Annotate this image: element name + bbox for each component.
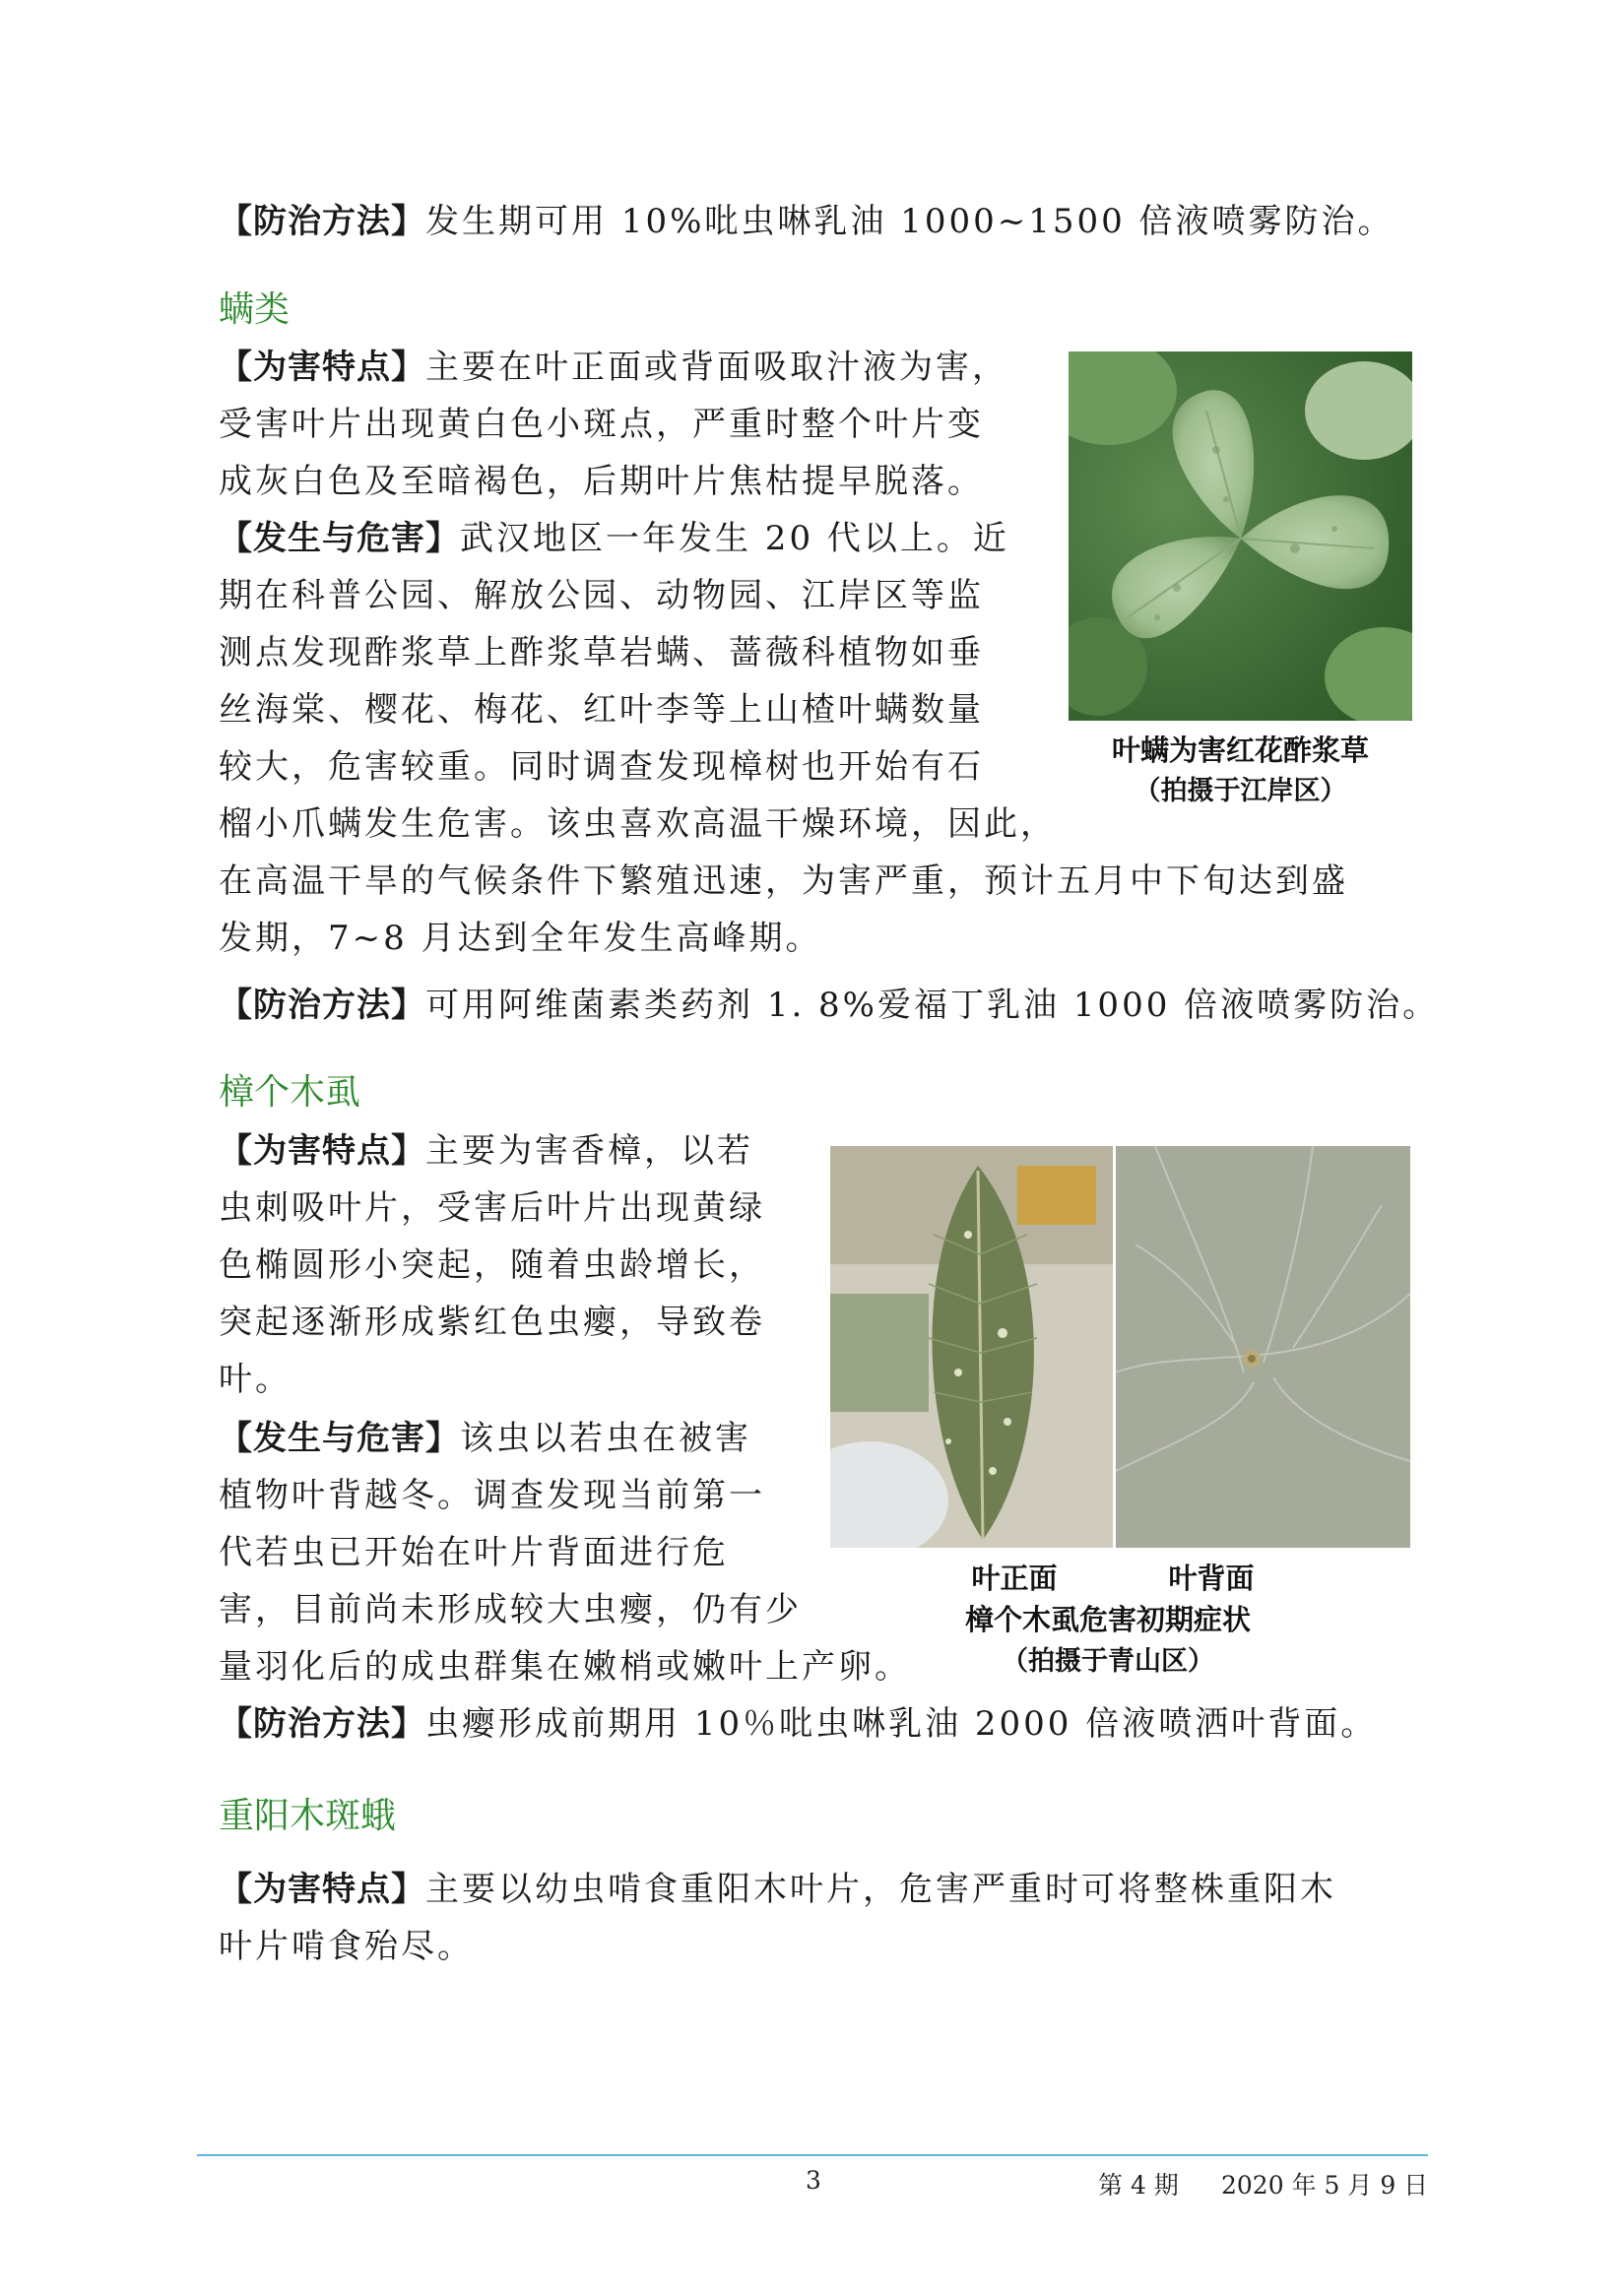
psyllid-caption-title: 樟个木虱危害初期症状	[964, 1603, 1251, 1636]
psyllid-line: 色椭圆形小突起，随着虫龄增长，	[219, 1245, 765, 1285]
mites-line: 【发生与危害】武汉地区一年发生 20 代以上。近	[219, 519, 1009, 558]
label-control: 【防治方法】	[219, 202, 425, 241]
psyllid-control-paragraph: 【防治方法】虫瘿形成前期用 10％吡虫啉乳油 2000 倍液喷洒叶背面。	[219, 1704, 1378, 1744]
mites-control-paragraph: 【防治方法】可用阿维菌素类药剂 1. 8%爱福丁乳油 1000 倍液喷雾防治。	[219, 986, 1440, 1025]
psyllid-line: 代若虫已开始在叶片背面进行危	[219, 1533, 729, 1572]
mites-line: 榴小爪螨发生危害。该虫喜欢高温干燥环境，因此，	[219, 804, 1057, 844]
leaf-back-photo	[1116, 1146, 1410, 1548]
psyllid-line: 量羽化后的成虫群集在嫩梢或嫩叶上产卵。	[219, 1647, 911, 1687]
leaf-front-photo	[830, 1146, 1113, 1548]
psyllid-line: 虫刺吸叶片，受害后叶片出现黄绿	[219, 1188, 765, 1228]
mites-line: 【为害特点】主要在叶正面或背面吸取汁液为害，	[219, 348, 1008, 387]
clover-leaf-illustration	[1069, 351, 1412, 721]
psyllid-line: 【发生与危害】该虫以若虫在被害	[219, 1419, 751, 1458]
mites-line: 在高温干旱的气候条件下繁殖迅速，为害严重，预计五月中下旬达到盛	[219, 861, 1348, 901]
psyllid-line: 害，目前尚未形成较大虫瘿，仍有少	[219, 1590, 802, 1629]
issue-date: 2020 年 5 月 9 日	[1221, 2171, 1429, 2200]
page-number: 3	[806, 2166, 821, 2195]
psyllid-line: 植物叶背越冬。调查发现当前第一	[219, 1476, 765, 1515]
mites-line: 丝海棠、樱花、梅花、红叶李等上山楂叶螨数量	[219, 690, 984, 730]
mites-photo-caption-place: （拍摄于江岸区）	[1134, 776, 1347, 806]
mites-line: 测点发现酢浆草上酢浆草岩螨、蔷薇科植物如垂	[219, 633, 984, 672]
mites-line: 较大，危害较重。同时调查发现樟树也开始有石	[219, 747, 984, 787]
mites-line: 发期，7~8 月达到全年发生高峰期。	[219, 919, 822, 958]
footer-rule	[197, 2154, 1428, 2156]
psyllid-line: 【为害特点】主要为害香樟，以若	[219, 1131, 753, 1171]
moth-line: 叶片啃食殆尽。	[219, 1927, 474, 1966]
issue-number: 第 4 期	[1098, 2171, 1179, 2200]
psyllid-line: 叶。	[219, 1360, 292, 1399]
clover-leaf-photo	[1069, 351, 1412, 721]
mites-line: 期在科普公园、解放公园、动物园、江岸区等监	[219, 576, 984, 615]
section-title-psyllid: 樟个木虱	[219, 1072, 361, 1113]
moth-line: 【为害特点】主要以幼虫啃食重阳木叶片，危害严重时可将整株重阳木	[219, 1870, 1336, 1909]
section-title-mites: 螨类	[219, 289, 291, 330]
mites-line: 成灰白色及至暗褐色，后期叶片焦枯提早脱落。	[219, 462, 984, 501]
psyllid-caption-back: 叶背面	[1168, 1562, 1255, 1595]
prev-control-paragraph: 【防治方法】发生期可用 10%吡虫啉乳油 1000~1500 倍液喷雾防治。	[219, 202, 1395, 241]
section-title-moth: 重阳木斑蛾	[219, 1796, 397, 1836]
mites-line: 受害叶片出现黄白色小斑点，严重时整个叶片变	[219, 405, 984, 444]
psyllid-caption-front: 叶正面	[971, 1562, 1058, 1595]
psyllid-caption-place: （拍摄于青山区）	[1002, 1646, 1214, 1677]
leaf-front-illustration	[830, 1146, 1113, 1548]
mites-photo-caption-title: 叶螨为害红花酢浆草	[1111, 733, 1369, 767]
leaf-back-illustration	[1116, 1146, 1410, 1548]
psyllid-line: 突起逐渐形成紫红色虫瘿，导致卷	[219, 1303, 765, 1342]
